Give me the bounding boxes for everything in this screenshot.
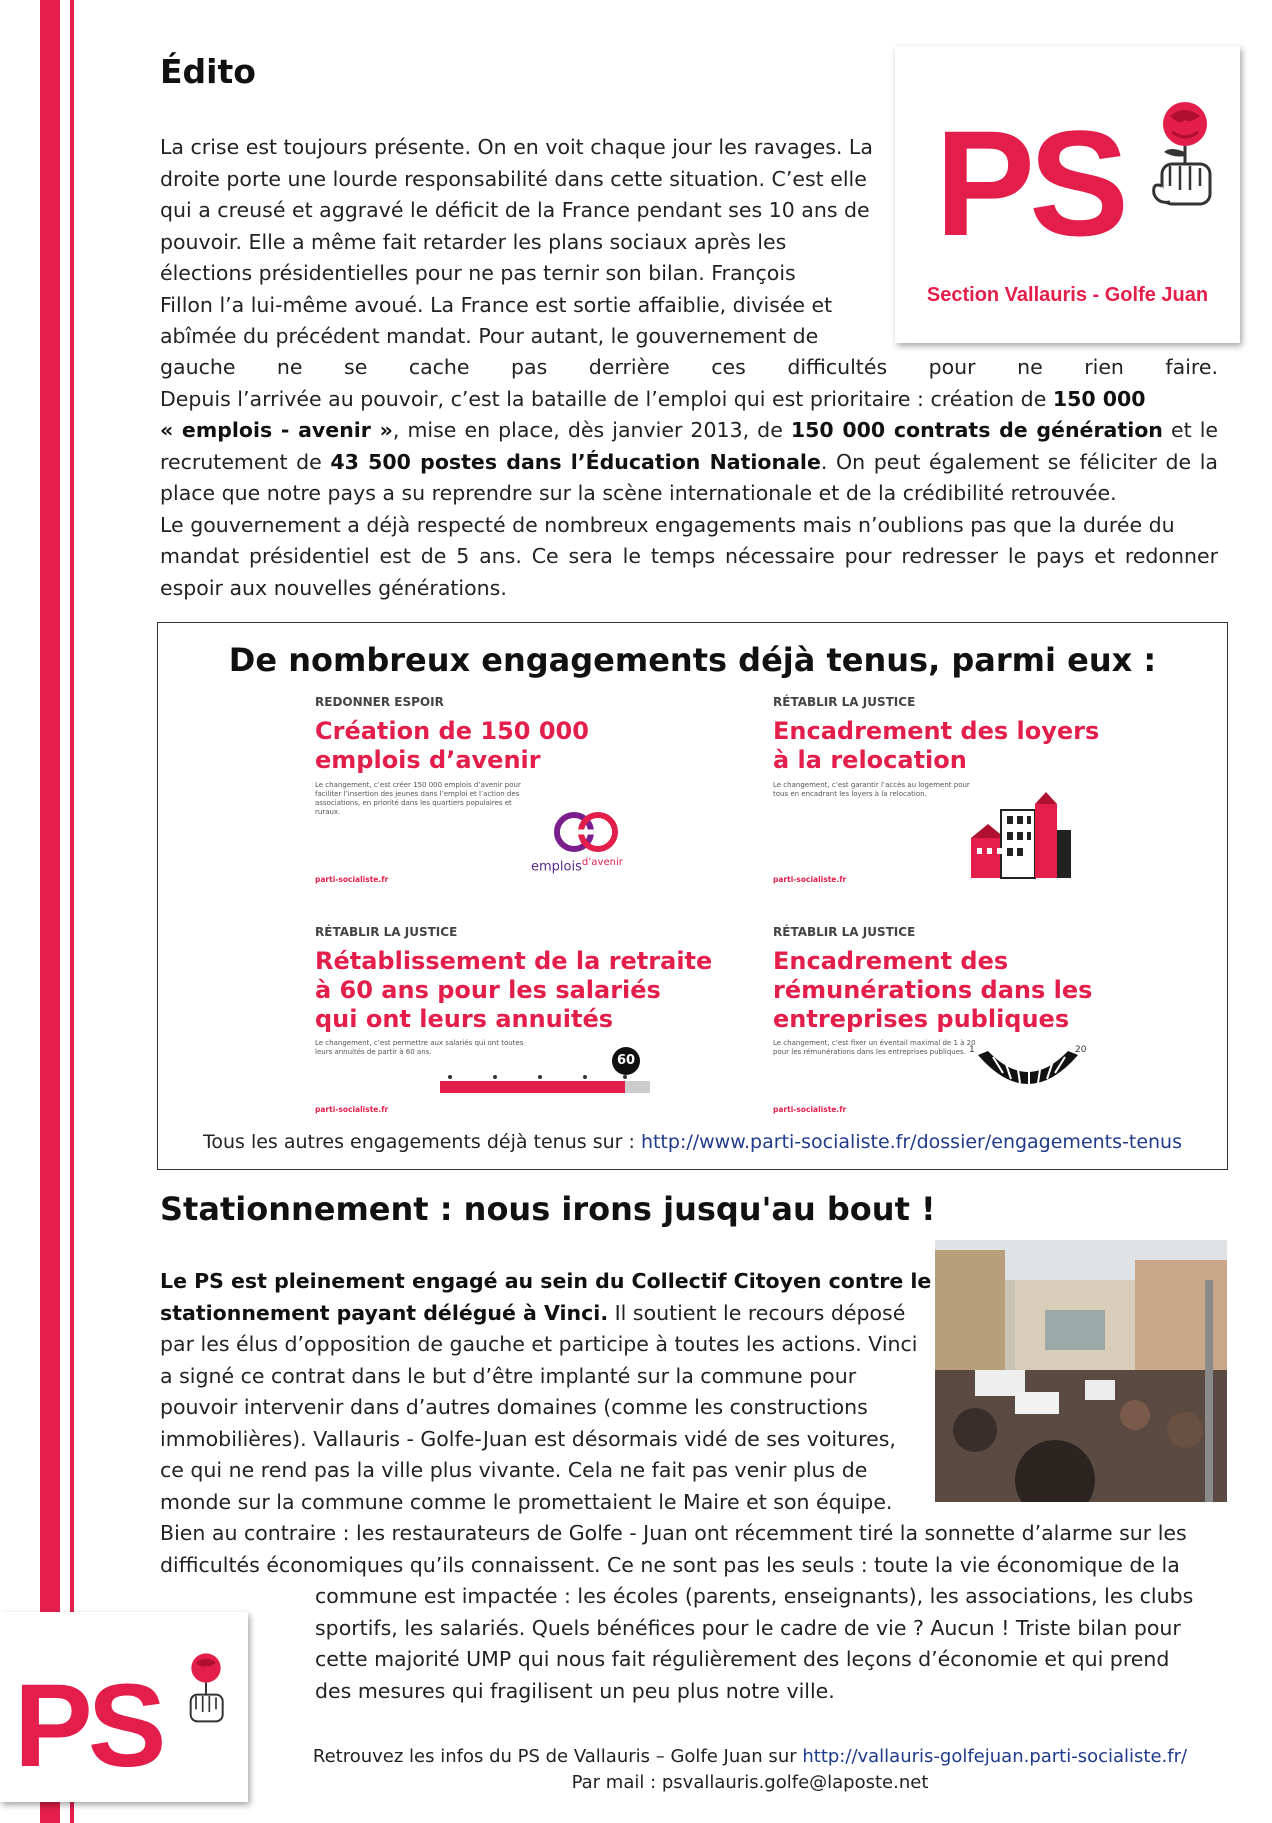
age-ruler-icon [440, 1075, 650, 1097]
card-body: Le changement, c’est garantir l’accès au logement pour tous en encadrant les loyers à la relocation. [773, 781, 970, 798]
edito-title: Édito [160, 52, 256, 91]
card-title: Rétablissement de la retraite à 60 ans pour les salariés qui ont leurs annuités [315, 947, 713, 1033]
left-red-thin-stripe [70, 0, 74, 1823]
street-protest-photo [935, 1240, 1227, 1502]
engagement-card-retraite [315, 925, 755, 1140]
emplois-avenir-logo-icon [548, 810, 628, 855]
stationnement-line: a signé ce contrat dans le but d’être implanté sur la commune pour [160, 1363, 857, 1388]
edito-line: élections présidentielles pour ne pas ternir son bilan. François [160, 261, 796, 285]
section-name: Section Vallauris - Golfe Juan [926, 284, 1209, 306]
highlight-150000: 150 000 [1052, 386, 1146, 411]
stationnement-paragraph-c [315, 1581, 1230, 1707]
edito-line: La crise est toujours présente. On en voit chaque jour les ravages. La [160, 135, 873, 159]
edito-paragraph-1-top [160, 132, 900, 353]
stationnement-line: Le PS est pleinement engagé au sein du Collectif Citoyen contre le [160, 1269, 932, 1293]
highlight-postes-education: 43 500 postes dans l’Éducation Nationale [330, 449, 821, 474]
edito-paragraph-1-bottom [160, 352, 1218, 604]
scale-min-label: 1 [969, 1045, 975, 1055]
edito-line: gauche ne se cache pas derrière ces difficultés pour ne rien faire. [160, 355, 1218, 379]
edito-line: pouvoir. Elle a même fait retarder les plans sociaux après les [160, 229, 787, 254]
stationnement-line: immobilières). Vallauris - Golfe-Juan est désormais vidé de ses voitures, [160, 1426, 896, 1451]
stationnement-line: cette majorité UMP qui nous fait régulièrement des leçons d’économie et qui prend [315, 1647, 1170, 1671]
section-website-link[interactable]: http://vallauris-golfejuan.parti-socialiste.fr/ [802, 1746, 1188, 1767]
engagements-footer: Tous les autres engagements déjà tenus sur : http://www.parti-socialiste.fr/dossier/engagements-tenus [202, 1131, 1183, 1153]
card-category: RÉTABLIR LA JUSTICE [315, 925, 458, 939]
ps-logo-letters: PS [14, 1660, 162, 1792]
card-category: RÉTABLIR LA JUSTICE [773, 695, 916, 709]
footer-line-2: Par mail : psvallauris.golfe@laposte.net [571, 1772, 929, 1793]
card-category: REDONNER ESPOIR [315, 695, 444, 709]
card-body: Le changement, c’est créer 150 000 emplois d’avenir pour faciliter l’insertion des jeunes dans l’emploi et l’action des associations, en priorité dans les quartiers populaires et ruraux. [315, 781, 521, 816]
stationnement-line: difficultés économiques qu’ils connaissent. Ce ne sont pas les seuls : toute la vie économique de la [160, 1552, 1180, 1577]
highlight-emplois-avenir: « emplois - avenir » [160, 418, 393, 442]
stationnement-line: ce qui ne rend pas la ville plus vivante. Cela ne fait pas venir plus de [160, 1458, 868, 1482]
stationnement-line: pouvoir intervenir dans d’autres domaines (comme les constructions [160, 1395, 868, 1419]
edito-line: abîmée du précédent mandat. Pour autant, le gouvernement de [160, 324, 819, 348]
stationnement-paragraph-a [160, 1266, 940, 1518]
stationnement-line: commune est impactée : les écoles (parents, enseignants), les associations, les clubs [315, 1584, 1194, 1608]
stationnement-line: par les élus d’opposition de gauche et participe à toutes les actions. Vinci [160, 1332, 918, 1356]
pay-scale-fan-icon [973, 1043, 1083, 1103]
buildings-icon [971, 790, 1071, 880]
card-body: Le changement, c’est fixer un éventail maximal de 1 à 20 pour les rémunérations dans les entreprises publiques. [773, 1039, 976, 1056]
card-title: Encadrement des loyers à la relocation [773, 717, 1100, 774]
highlight-contrats-generation: 150 000 contrats de génération [790, 418, 1163, 442]
ps-logo-top [895, 46, 1240, 343]
age-60-badge: 60 [612, 1047, 640, 1075]
engagement-card-loyers [773, 695, 1213, 910]
rose-fist-icon [1140, 94, 1230, 244]
scale-max-label: 20 [1075, 1045, 1087, 1055]
engagements-heading: De nombreux engagements déjà tenus, parmi eux : [228, 641, 1157, 679]
stationnement-line: Bien au contraire : les restaurateurs de Golfe - Juan ont récemment tiré la sonnette d’alarme sur les [160, 1521, 1187, 1545]
stationnement-line: des mesures qui fragilisent un peu plus notre ville. [315, 1678, 835, 1703]
edito-line: recrutement de 43 500 postes dans l’Éducation Nationale. On peut également se féliciter de la [160, 449, 1218, 474]
stationnement-line: monde sur la commune comme le promettaient le Maire et son équipe. [160, 1489, 893, 1514]
edito-line: qui a creusé et aggravé le déficit de la France pendant ses 10 ans de [160, 198, 870, 222]
card-body: Le changement, c’est permettre aux salariés qui ont toutes leurs annuités de partir à 60 ans. [315, 1039, 524, 1056]
stationnement-line: stationnement payant délégué à Vinci. Il soutient le recours déposé [160, 1300, 906, 1325]
engagements-link[interactable]: http://www.parti-socialiste.fr/dossier/engagements-tenus [640, 1131, 1183, 1153]
left-red-stripe [40, 0, 60, 1823]
engagement-card-emplois [315, 695, 755, 910]
card-site: parti-socialiste.fr [315, 1105, 389, 1114]
card-site: parti-socialiste.fr [773, 1105, 847, 1114]
ps-logo-bottom [0, 1612, 248, 1802]
edito-line: Le gouvernement a déjà respecté de nombreux engagements mais n’oublions pas que la durée du [160, 512, 1175, 537]
edito-line: Depuis l’arrivée au pouvoir, c’est la bataille de l’emploi qui est prioritaire : création de 150 000 [160, 386, 1146, 411]
edito-line: place que notre pays a su reprendre sur la scène internationale et de la crédibilité retrouvée. [160, 481, 1117, 505]
edito-line: mandat présidentiel est de 5 ans. Ce sera le temps nécessaire pour redresser le pays et redonner [160, 544, 1218, 568]
emplois-avenir-logo-text: emplois$^{d’avenir}$ [531, 857, 623, 875]
engagements-box [157, 622, 1228, 1170]
edito-line: « emplois - avenir », mise en place, dès janvier 2013, de 150 000 contrats de génération et le [160, 418, 1218, 442]
edito-line: Fillon l’a lui-même avoué. La France est sortie affaiblie, divisée et [160, 292, 833, 317]
engagement-card-remunerations [773, 925, 1213, 1140]
edito-line: droite porte une lourde responsabilité dans cette situation. C’est elle [160, 166, 867, 191]
card-category: RÉTABLIR LA JUSTICE [773, 925, 916, 939]
rose-fist-icon [176, 1648, 236, 1748]
stationnement-title: Stationnement : nous irons jusqu'au bout ! [160, 1190, 936, 1228]
card-site: parti-socialiste.fr [773, 875, 847, 884]
stationnement-line: sportifs, les salariés. Quels bénéfices pour le cadre de vie ? Aucun ! Triste bilan pour [315, 1615, 1181, 1640]
edito-line: espoir aux nouvelles générations. [160, 575, 507, 600]
stationnement-paragraph-b [160, 1518, 1230, 1581]
card-title: Encadrement des rémunérations dans les entreprises publiques [773, 947, 1093, 1033]
card-site: parti-socialiste.fr [315, 875, 389, 884]
ps-logo-letters: PS [935, 99, 1124, 267]
footer-line-1: Retrouvez les infos du PS de Vallauris – Golfe Juan sur http://vallauris-golfejuan.parti-socialiste.fr/ [312, 1746, 1188, 1767]
card-title: Création de 150 000 emplois d’avenir [315, 717, 589, 774]
